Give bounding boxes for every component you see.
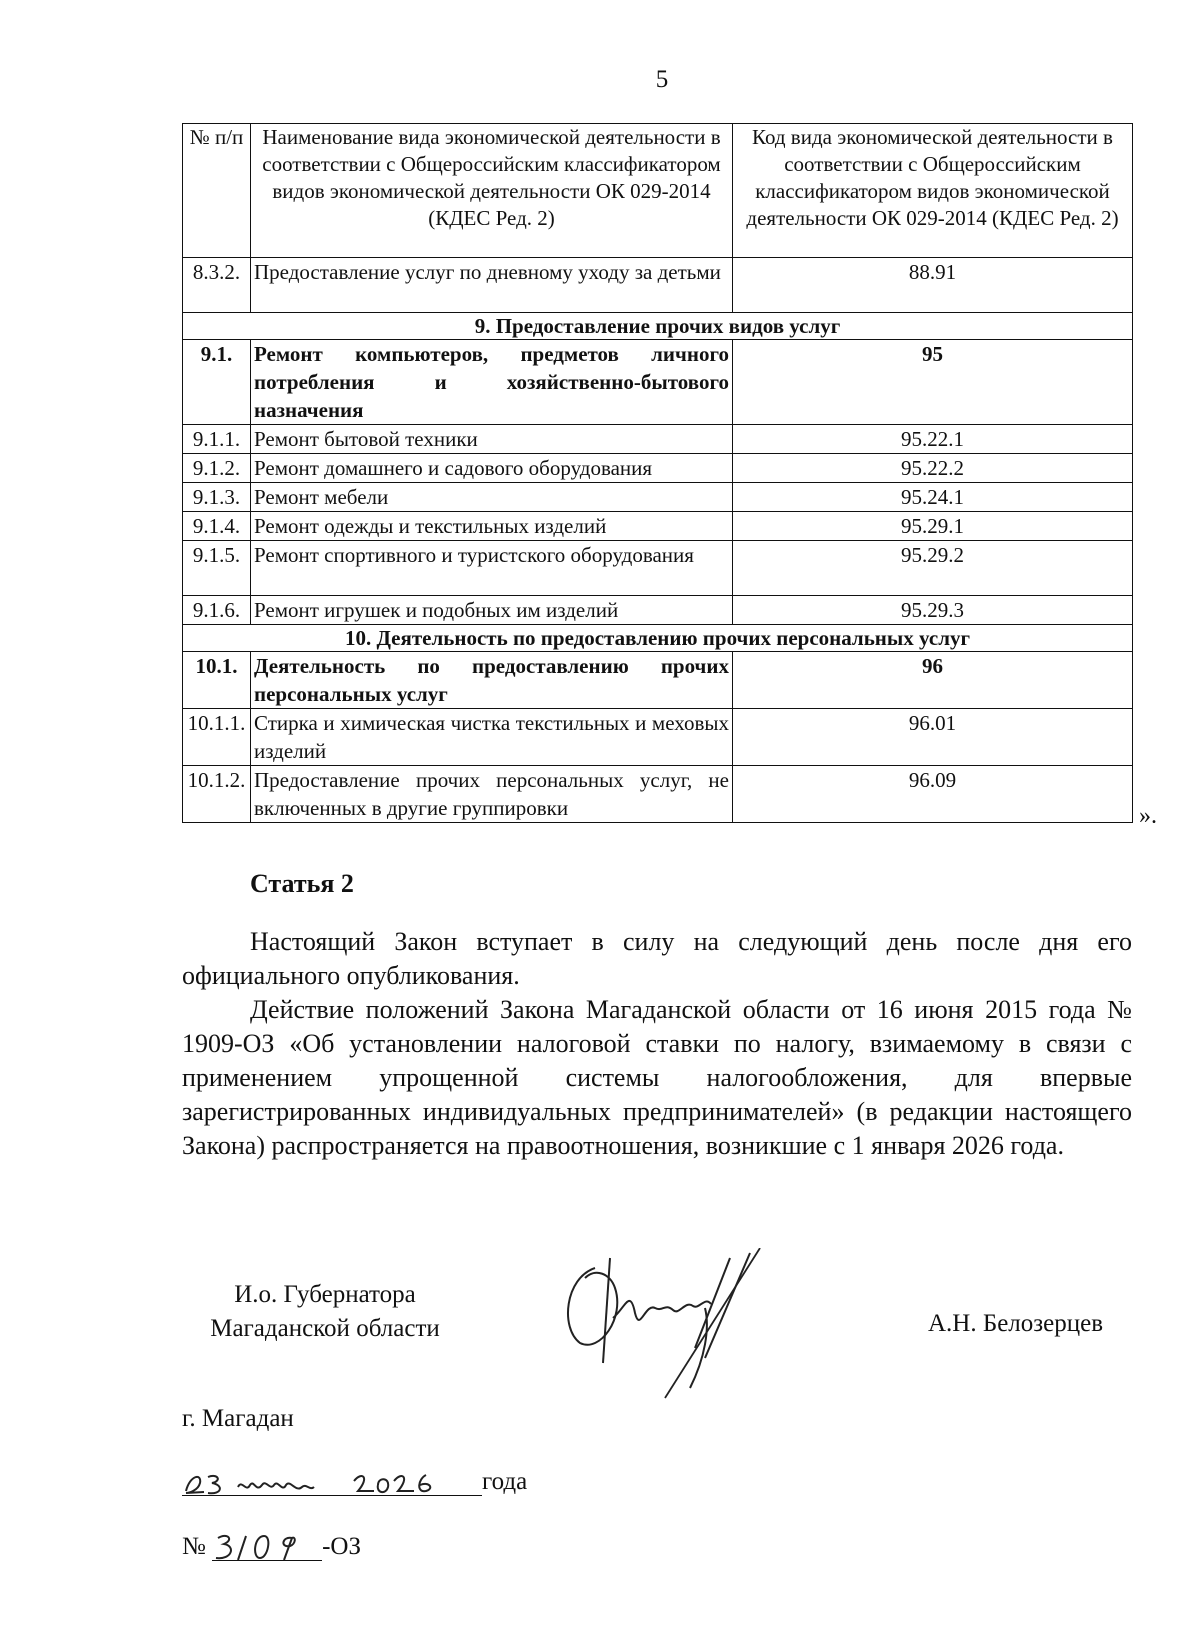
- table-body: [183, 124, 1133, 823]
- table-section-row: [183, 625, 1133, 652]
- city: г. Магадан: [182, 1405, 294, 1432]
- date-line: [182, 1465, 527, 1496]
- table-row: [183, 541, 1133, 596]
- law-number-suffix: -ОЗ: [322, 1533, 362, 1560]
- row-number: 9.1.3.: [183, 483, 251, 512]
- activity-code: 95: [733, 340, 1133, 425]
- article-paragraph-2: Действие положений Закона Магаданской области от 16 июня 2015 года № 1909-ОЗ «Об установлении налоговой ставки по налогу, взимаемому в связи с применением упрощенной системы налогообложения, для впервые зарегистрированных индивидуальных предпринимателей» (в редакции настоящего Закона) распространяется на правоотношения, возникшие с 1 января 2026 года.: [182, 995, 1132, 1160]
- row-number: 9.1.6.: [183, 596, 251, 625]
- law-number-line: [182, 1530, 361, 1561]
- table-header-row: [183, 124, 1133, 258]
- activity-code: 95.29.2: [733, 541, 1133, 596]
- table-row: [183, 340, 1133, 425]
- row-number: 9.1.2.: [183, 454, 251, 483]
- activity-name: Ремонт домашнего и садового оборудования: [251, 454, 733, 483]
- handwritten-number-drawing: [212, 1530, 322, 1562]
- page-number: 5: [655, 66, 669, 93]
- activity-name: Деятельность по предоставлению прочих персональных услуг: [251, 652, 733, 709]
- row-number: 10.1.2.: [183, 766, 251, 823]
- row-number: 9.1.4.: [183, 512, 251, 541]
- table-row: [183, 596, 1133, 625]
- activity-code: 95.22.1: [733, 425, 1133, 454]
- table-section-row: [183, 313, 1133, 340]
- article-paragraph-1: Настоящий Закон вступает в силу на следующий день после дня его официального опубликования.: [182, 927, 1132, 990]
- activity-name: Ремонт мебели: [251, 483, 733, 512]
- activity-name: Ремонт компьютеров, предметов личного потребления и хозяйственно-бытового назначения: [251, 340, 733, 425]
- row-number: 8.3.2.: [183, 258, 251, 313]
- table-row: [183, 652, 1133, 709]
- activity-code: 95.29.1: [733, 512, 1133, 541]
- handwritten-number: [212, 1530, 322, 1561]
- table-row: [183, 258, 1133, 313]
- activity-code: 95.29.3: [733, 596, 1133, 625]
- activity-name: Ремонт бытовой техники: [251, 425, 733, 454]
- activity-name: Предоставление прочих персональных услуг, не включенных в другие группировки: [251, 766, 733, 823]
- table-row: [183, 483, 1133, 512]
- activity-name: Ремонт игрушек и подобных им изделий: [251, 596, 733, 625]
- date-suffix: года: [482, 1468, 528, 1495]
- row-number: 10.1.: [183, 652, 251, 709]
- signer-name: А.Н. Белозерцев: [928, 1310, 1104, 1337]
- row-number: 9.1.: [183, 340, 251, 425]
- number-sign: №: [182, 1533, 206, 1560]
- activity-codes-table: [182, 123, 1133, 823]
- header-name: Наименование вида экономической деятельности в соответствии с Общероссийским классификатором видов экономической деятельности ОК 029-2014 (КДЕС Ред. 2): [251, 124, 733, 258]
- section-title: 9. Предоставление прочих видов услуг: [183, 313, 1133, 340]
- activity-name: Стирка и химическая чистка текстильных и меховых изделий: [251, 709, 733, 766]
- activity-code: 96.09: [733, 766, 1133, 823]
- signer-position-line-1: И.о. Губернатора: [234, 1281, 416, 1308]
- activity-name: Ремонт одежды и текстильных изделий: [251, 512, 733, 541]
- handwritten-signature: [555, 1248, 805, 1408]
- article-title: Статья 2: [250, 869, 354, 898]
- activity-name: Ремонт спортивного и туристского оборудования: [251, 541, 733, 596]
- activity-code: 88.91: [733, 258, 1133, 313]
- row-number: 10.1.1.: [183, 709, 251, 766]
- closing-quote: ».: [1139, 803, 1157, 829]
- table-row: [183, 512, 1133, 541]
- handwritten-date: [182, 1465, 482, 1496]
- row-number: 9.1.1.: [183, 425, 251, 454]
- table-row: [183, 454, 1133, 483]
- activity-code: 96: [733, 652, 1133, 709]
- signer-position: [190, 1278, 460, 1346]
- header-code: Код вида экономической деятельности в соответствии с Общероссийским классификатором видов экономической деятельности ОК 029-2014 (КДЕС Ред. 2): [733, 124, 1133, 258]
- header-num: № п/п: [183, 124, 251, 258]
- signer-position-line-2: Магаданской области: [210, 1315, 440, 1342]
- table-row: [183, 766, 1133, 823]
- table-row: [183, 425, 1133, 454]
- row-number: 9.1.5.: [183, 541, 251, 596]
- activity-name: Предоставление услуг по дневному уходу за детьми: [251, 258, 733, 313]
- activity-code: 95.22.2: [733, 454, 1133, 483]
- activity-code: 95.24.1: [733, 483, 1133, 512]
- handwritten-date-drawing: [182, 1465, 482, 1497]
- table-row: [183, 709, 1133, 766]
- activity-code: 96.01: [733, 709, 1133, 766]
- section-title: 10. Деятельность по предоставлению прочих персональных услуг: [183, 625, 1133, 652]
